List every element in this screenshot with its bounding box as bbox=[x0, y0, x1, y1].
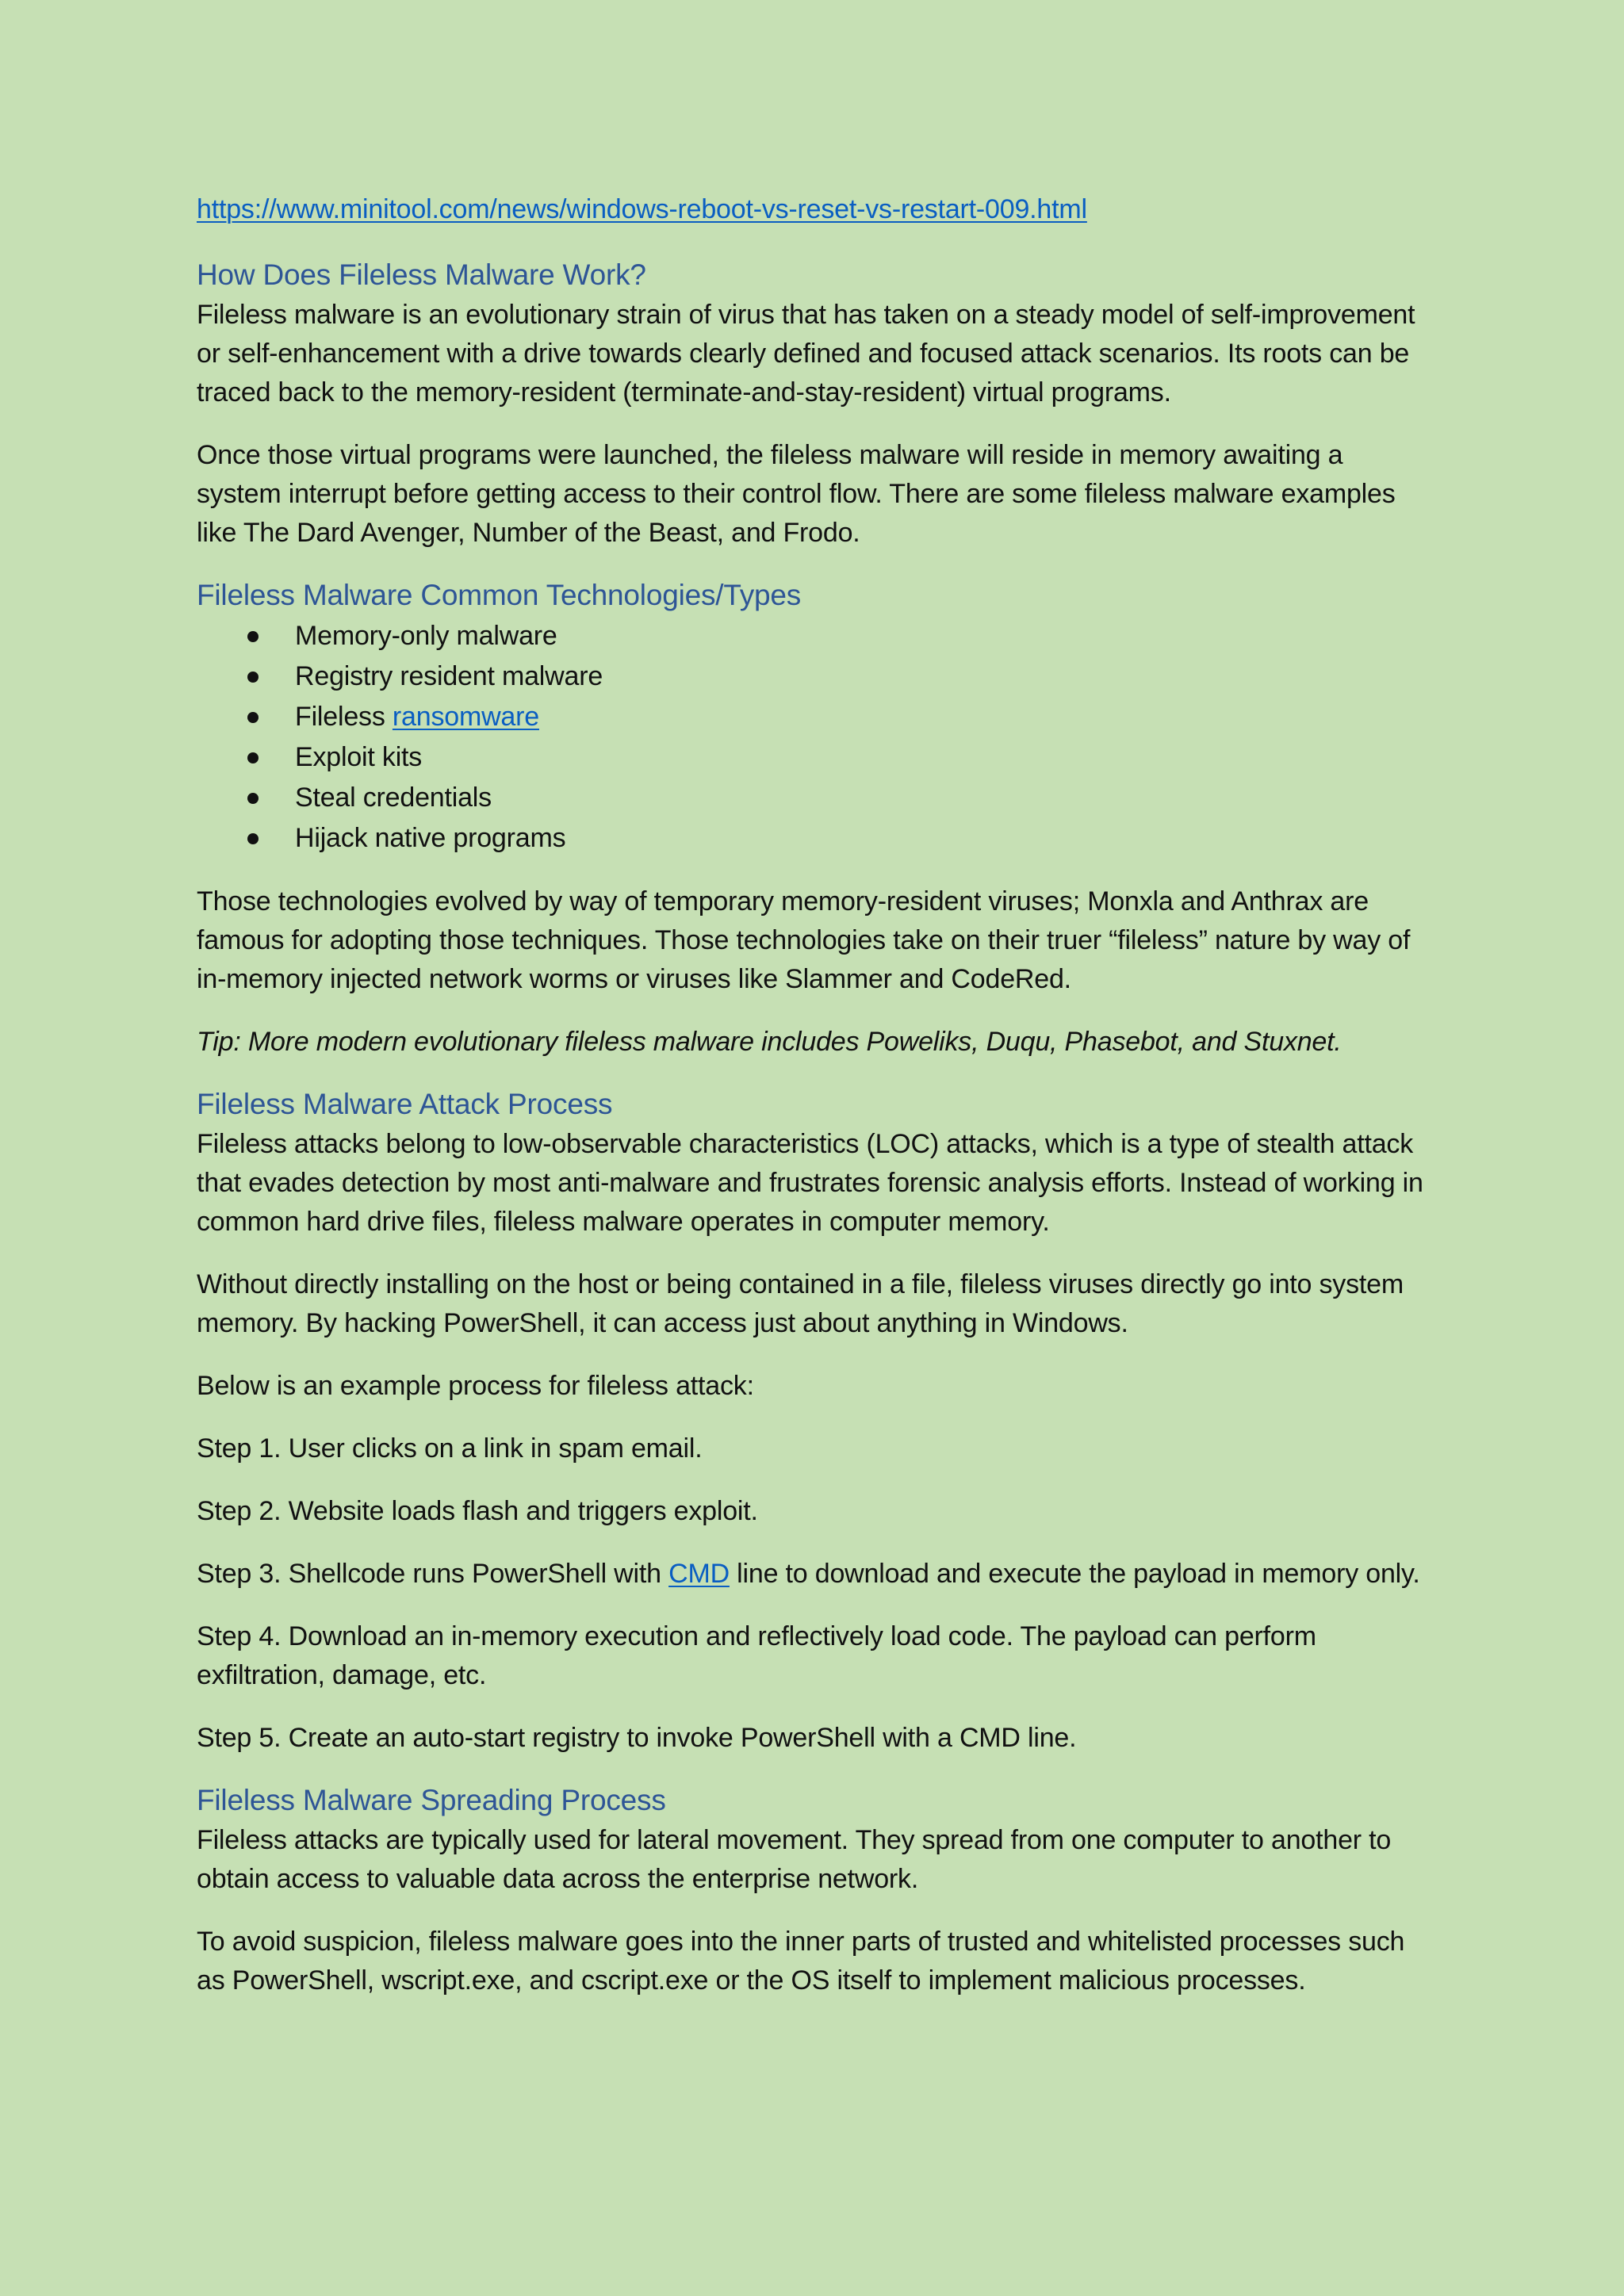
section-heading-attack-process: Fileless Malware Attack Process bbox=[197, 1088, 613, 1120]
step-3-text-start: Step 3. Shellcode runs PowerShell with bbox=[197, 1559, 669, 1589]
paragraph: Those technologies evolved by way of temporary memory-resident viruses; Monxla and Anthrax are famous for adopting those techniques. Those technologies take on their truer “fileless” nature by way of in-memory injected network worms or viruses like Slammer and CodeRed. bbox=[197, 886, 1411, 994]
list-item bbox=[197, 737, 1434, 778]
paragraph: Without directly installing on the host or being contained in a file, fileless viruses directly go into system memory. By hacking PowerShell, it can access just about anything in Windows. bbox=[197, 1269, 1404, 1338]
section-heading-how-it-works: How Does Fileless Malware Work? bbox=[197, 258, 646, 291]
step-3-text-end: line to download and execute the payload in memory only. bbox=[729, 1559, 1420, 1589]
list-item-text: Exploit kits bbox=[295, 742, 423, 772]
list-item bbox=[197, 778, 1434, 818]
document-page bbox=[197, 190, 1434, 2024]
list-item bbox=[197, 656, 1434, 697]
list-item bbox=[197, 818, 1434, 859]
list-item-text: Hijack native programs bbox=[295, 823, 566, 853]
list-item-text: Memory-only malware bbox=[295, 621, 557, 651]
step-3 bbox=[197, 1555, 1434, 1594]
step-1: Step 1. User clicks on a link in spam email. bbox=[197, 1433, 703, 1464]
list-item-text: Registry resident malware bbox=[295, 661, 603, 691]
bullet-icon bbox=[247, 631, 259, 642]
paragraph: Fileless attacks belong to low-observable characteristics (LOC) attacks, which is a type of stealth attack that evades detection by most anti-malware and frustrates forensic analysis efforts. Instead of working in common hard drive files, fileless malware operates in computer memory. bbox=[197, 1129, 1423, 1237]
step-4: Step 4. Download an in-memory execution and reflectively load code. The payload can perform exfiltration, damage, etc. bbox=[197, 1621, 1316, 1690]
paragraph: Once those virtual programs were launched, the fileless malware will reside in memory awaiting a system interrupt before getting access to their control flow. There are some fileless malware examples like The Dard Avenger, Number of the Beast, and Frodo. bbox=[197, 440, 1396, 548]
technologies-list bbox=[197, 616, 1434, 859]
list-item-text: Steal credentials bbox=[295, 783, 492, 813]
paragraph: Fileless attacks are typically used for lateral movement. They spread from one computer to another to obtain access to valuable data across the enterprise network. bbox=[197, 1825, 1392, 1894]
cmd-link[interactable]: CMD bbox=[668, 1559, 730, 1589]
list-item bbox=[197, 697, 1434, 737]
paragraph: Below is an example process for fileless attack: bbox=[197, 1371, 754, 1401]
step-5: Step 5. Create an auto-start registry to invoke PowerShell with a CMD line. bbox=[197, 1723, 1077, 1753]
bullet-icon bbox=[247, 833, 259, 844]
bullet-icon bbox=[247, 672, 259, 683]
list-item bbox=[197, 616, 1434, 656]
ransomware-link[interactable]: ransomware bbox=[392, 702, 539, 732]
bullet-icon bbox=[247, 752, 259, 763]
source-url-line bbox=[197, 190, 1434, 229]
tip-paragraph: Tip: More modern evolutionary fileless malware includes Poweliks, Duqu, Phasebot, and Stuxnet. bbox=[197, 1027, 1342, 1057]
paragraph: To avoid suspicion, fileless malware goes into the inner parts of trusted and whitelisted processes such as PowerShell, wscript.exe, and cscript.exe or the OS itself to implement malicious processes. bbox=[197, 1927, 1405, 1996]
bullet-icon bbox=[247, 793, 259, 804]
section-heading-technologies: Fileless Malware Common Technologies/Types bbox=[197, 579, 802, 611]
section-heading-spreading-process: Fileless Malware Spreading Process bbox=[197, 1784, 666, 1816]
list-item-text: Fileless bbox=[295, 702, 393, 732]
paragraph: Fileless malware is an evolutionary strain of virus that has taken on a steady model of self-improvement or self-enhancement with a drive towards clearly defined and focused attack scenarios. Its roots can be traced back to the memory-resident (terminate-and-stay-resident) virtual programs. bbox=[197, 300, 1415, 408]
bullet-icon bbox=[247, 712, 259, 723]
step-2: Step 2. Website loads flash and triggers exploit. bbox=[197, 1496, 758, 1526]
source-url-link[interactable]: https://www.minitool.com/news/windows-reboot-vs-reset-vs-restart-009.html bbox=[197, 194, 1087, 224]
